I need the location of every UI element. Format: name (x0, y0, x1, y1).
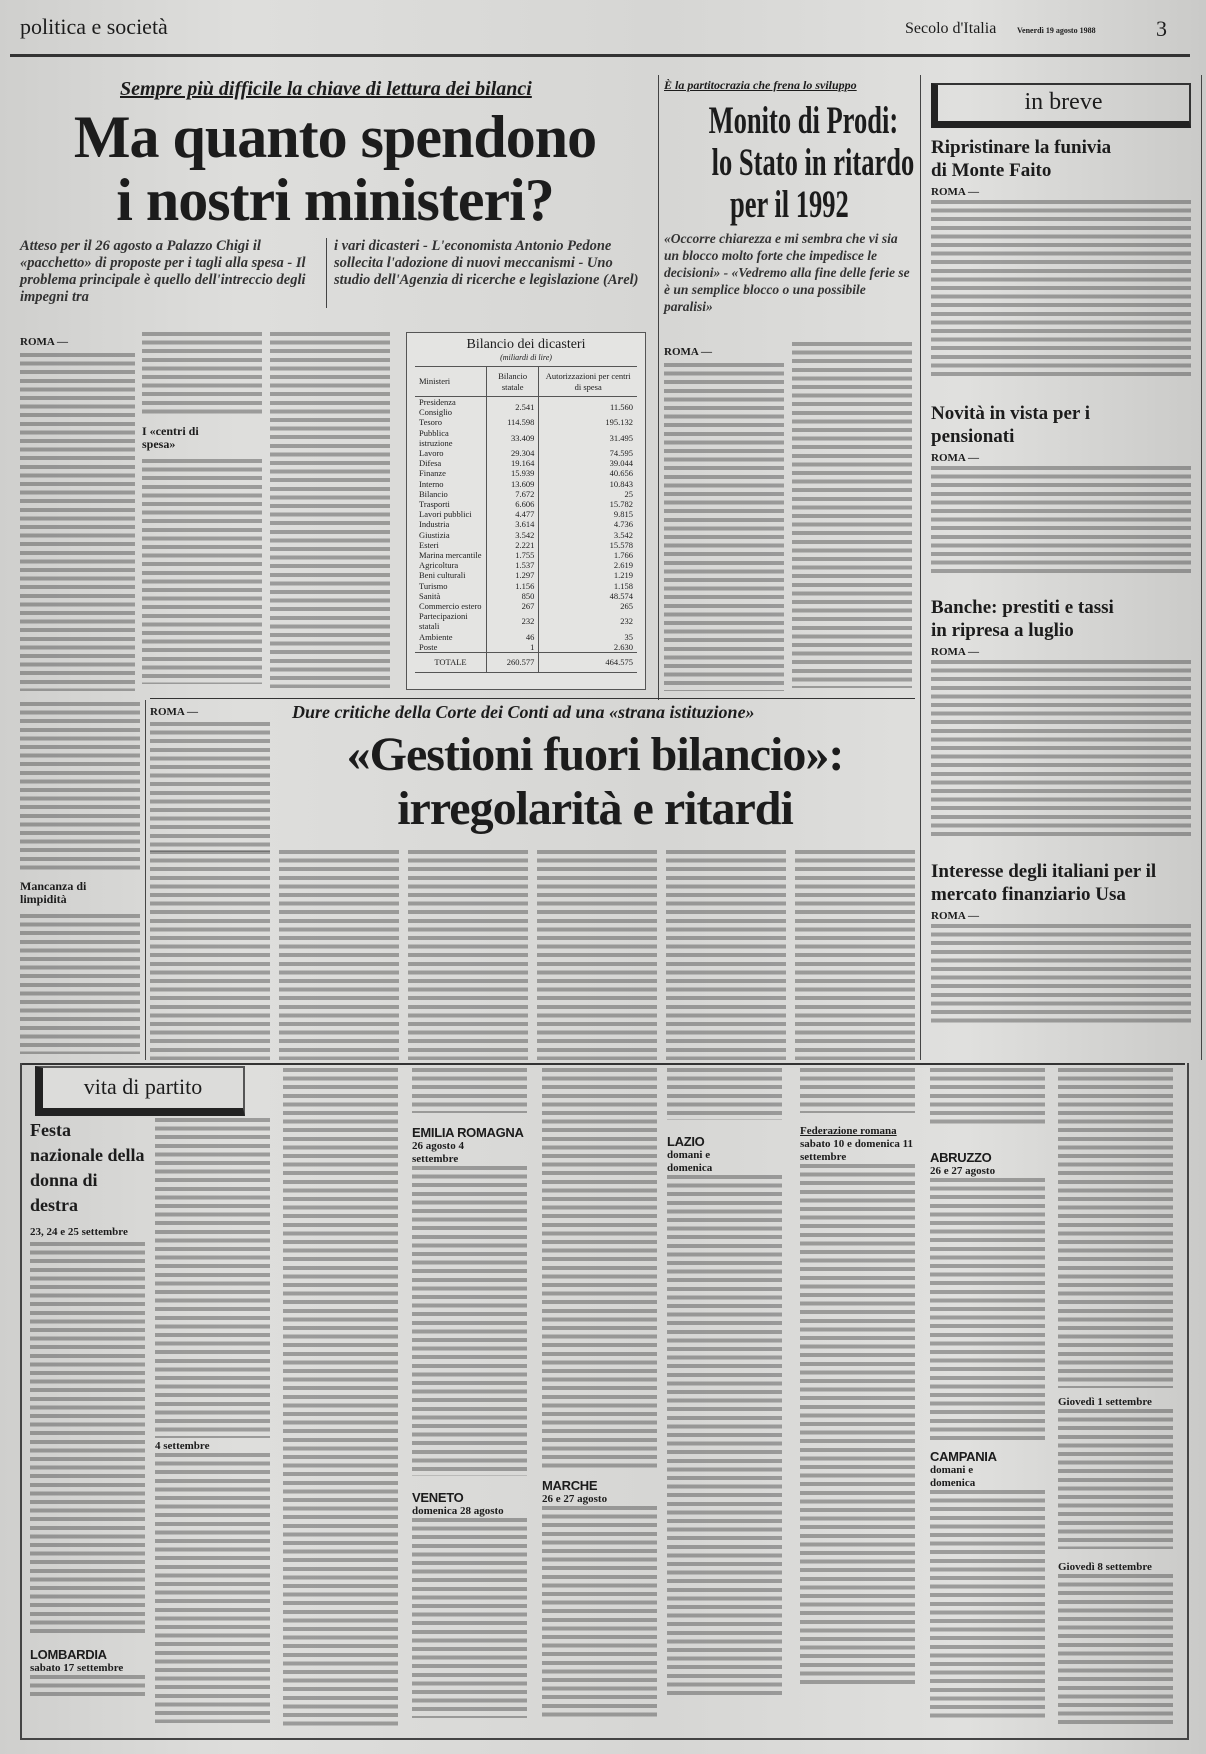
ministry-name: Agricoltura (419, 560, 459, 571)
table-row (415, 591, 637, 601)
ministry-value: 1.158 (539, 581, 637, 591)
body-text (412, 1166, 527, 1476)
in-breve-column (920, 75, 1202, 1060)
date-heading: Giovedì 8 settembre (1058, 1561, 1152, 1573)
ministry-value: 232 (486, 611, 538, 631)
table-row (415, 479, 637, 489)
section-title: politica e società (20, 14, 168, 39)
ministry-value: 1 (486, 642, 538, 653)
body-text (1058, 1068, 1173, 1388)
main-headline-line-2: i nostri ministeri? (116, 167, 554, 233)
body-text (30, 1242, 145, 1637)
body-text (142, 459, 262, 684)
region-veneto: VENETO (412, 1490, 464, 1505)
region-marche: MARCHE (542, 1478, 598, 1493)
table-row (415, 632, 637, 642)
table-row (415, 530, 637, 540)
ministry-value: 114.598 (486, 417, 538, 427)
ministry-value: 232 (539, 611, 637, 631)
brief-text (931, 466, 1191, 576)
ministry-name: Interno (419, 478, 444, 489)
ministry-name: Industria (419, 519, 450, 530)
body-text (664, 363, 784, 691)
bottom-col-2 (155, 1118, 270, 1723)
page-number: 3 (1156, 16, 1167, 41)
prodi-headline-line: lo Stato in ritardo (711, 141, 915, 184)
region-date: domani e domenica (930, 1464, 976, 1489)
ministry-value: 2.619 (539, 560, 637, 570)
prodi-kicker: È la partitocrazia che frena lo sviluppo (664, 78, 857, 92)
budget-table-box (406, 332, 646, 690)
ministry-name: Tesoro (419, 417, 443, 428)
corte-body (150, 850, 915, 1060)
ministry-value: 25 (539, 489, 637, 499)
brief-dateline: ROMA — (931, 646, 979, 658)
table-unit: (miliardi di lire) (500, 353, 552, 362)
corte-body-left (20, 702, 140, 1057)
bottom-col-4 (412, 1068, 527, 1718)
table-total-value: 464.575 (539, 653, 637, 673)
ministry-value: 39.044 (539, 458, 637, 468)
ministry-value: 10.843 (539, 479, 637, 489)
issue-date: Venerdì 19 agosto 1988 (1017, 26, 1096, 35)
body-text (155, 1118, 270, 1438)
ministry-value: 19.164 (486, 458, 538, 468)
main-dateline: ROMA — (20, 336, 68, 348)
ministry-value: 265 (539, 601, 637, 611)
ministry-value: 1.766 (539, 550, 637, 560)
ministry-value: 46 (486, 632, 538, 642)
paper-name: Secolo d'Italia (905, 20, 997, 37)
ministry-value: 2.221 (486, 540, 538, 550)
vita-di-partito-box: vita di partito (35, 1066, 245, 1116)
body-text (542, 1068, 657, 1468)
body-text (800, 1164, 915, 1684)
table-row (415, 570, 637, 580)
ministry-value: 195.132 (539, 417, 637, 427)
corte-intro (150, 702, 270, 847)
ministry-value: 13.609 (486, 479, 538, 489)
prodi-headline (664, 100, 914, 226)
table-row (415, 550, 637, 560)
ministry-value: 2.541 (486, 397, 538, 418)
ministry-value: 850 (486, 591, 538, 601)
ministry-value: 9.815 (539, 509, 637, 519)
corte-kicker: Dure critiche della Corte dei Conti ad una «strana istituzione» (292, 702, 755, 722)
corte-subhead: Mancanza di limpidità (20, 879, 87, 906)
region-date: 26 e 27 agosto (542, 1493, 608, 1505)
body-text (1058, 1409, 1173, 1549)
deck-divider (326, 238, 327, 308)
ministry-name: Turismo (419, 580, 448, 591)
body-text (279, 850, 399, 1060)
prodi-headline-line: Monito di Prodi: (708, 99, 899, 142)
main-deck-left: Atteso per il 26 agosto a Palazzo Chigi il «pacchetto» di proposte per i tagli alla spesa - Il problema principale è quello dell'intreccio degli impegni tra (20, 238, 306, 305)
body-text (667, 1175, 782, 1695)
ministry-name: Lavori pubblici (419, 509, 472, 520)
ministry-name: Sanità (419, 590, 441, 601)
ministry-value: 2.630 (539, 642, 637, 653)
budget-table (415, 366, 637, 673)
body-text (667, 1068, 782, 1120)
region-date: 4 settembre (155, 1440, 210, 1452)
ministry-value: 3.542 (486, 530, 538, 540)
table-row (415, 642, 637, 653)
body-text (20, 353, 135, 691)
body-text (408, 850, 528, 1060)
ministry-name: Commercio estero (419, 601, 482, 612)
brief-text (931, 660, 1191, 840)
bottom-col-8 (930, 1068, 1045, 1720)
brief-headline: Novità in vista per i pensionati (931, 403, 1091, 447)
body-text (20, 914, 140, 1054)
ministry-value: 1.156 (486, 581, 538, 591)
main-body-col-1 (20, 332, 135, 688)
table-row (415, 499, 637, 509)
in-breve-box: in breve (931, 83, 1191, 128)
body-text (795, 850, 915, 1060)
ministry-value: 1.755 (486, 550, 538, 560)
region-date: 26 agosto 4 settembre (412, 1140, 464, 1165)
body-text (412, 1518, 527, 1718)
region-date: 26 e 27 agosto (930, 1165, 996, 1177)
section-rule (150, 698, 915, 699)
ministry-value: 40.656 (539, 468, 637, 478)
ministry-name: Partecipazioni statali (419, 611, 468, 632)
ministry-name: Poste (419, 641, 438, 652)
prodi-body-col-1 (664, 342, 784, 688)
ministry-value: 35 (539, 632, 637, 642)
table-row (415, 509, 637, 519)
ministry-value: 15.939 (486, 468, 538, 478)
region-date: sabato 17 settembre (30, 1662, 124, 1674)
ministry-value: 15.782 (539, 499, 637, 509)
ministry-value: 33.409 (486, 428, 538, 448)
ministry-name: Lavoro (419, 448, 444, 459)
brief-dateline: ROMA — (931, 910, 979, 922)
ministry-value: 6.606 (486, 499, 538, 509)
bottom-col-7 (800, 1068, 915, 1684)
corte-headline (270, 728, 920, 836)
body-text (537, 850, 657, 1060)
table-row (415, 581, 637, 591)
brief-dateline: ROMA — (931, 186, 979, 198)
main-body-col-3 (270, 332, 390, 688)
ministry-name: Finanze (419, 468, 446, 479)
region-campania: CAMPANIA (930, 1449, 997, 1464)
body-text (412, 1068, 527, 1113)
ministry-name: Difesa (419, 458, 442, 469)
table-row (415, 540, 637, 550)
bottom-col-6 (667, 1068, 782, 1695)
table-row (415, 458, 637, 468)
body-text (1058, 1574, 1173, 1724)
brief-headline: Banche: prestiti e tassi in ripresa a luglio (931, 597, 1114, 641)
body-text (142, 332, 262, 417)
region-date: sabato 10 e domenica 11 settembre (800, 1138, 914, 1163)
ministry-name: Pubblica istruzione (419, 427, 453, 448)
main-subhead: I «centri di spesa» (142, 424, 199, 451)
column-divider (658, 75, 659, 700)
region-date: domani e domenica (667, 1149, 713, 1174)
table-row (415, 489, 637, 499)
festa-dates: 23, 24 e 25 settembre (30, 1226, 128, 1238)
table-row (415, 519, 637, 529)
body-text (150, 722, 270, 852)
corte-headline-line: irregolarità e ritardi (397, 782, 793, 835)
festa-headline: Festa nazionale della donna di destra (30, 1120, 145, 1215)
ministry-value: 74.595 (539, 448, 637, 458)
region-lazio: LAZIO (667, 1134, 705, 1149)
ministry-name: Beni culturali (419, 570, 466, 581)
body-text (800, 1068, 915, 1113)
body-text (542, 1506, 657, 1721)
prodi-headline-line: per il 1992 (729, 183, 849, 226)
ministry-name: Trasporti (419, 499, 450, 510)
ministry-name: Marina mercantile (419, 550, 482, 561)
prodi-dateline: ROMA — (664, 346, 712, 358)
federazione-romana: Federazione romana (800, 1125, 897, 1137)
body-text (150, 850, 270, 1060)
prodi-body-col-2 (792, 342, 912, 688)
ministry-name: Giustizia (419, 529, 450, 540)
ministry-name: Bilancio (419, 488, 448, 499)
main-deck-right: i vari dicasteri - L'economista Antonio Pedone sollecita l'adozione di nuovi meccanismi - Uno studio dell'Agenzia di ricerche e legislazione (Arel) (334, 238, 639, 288)
ministry-value: 1.537 (486, 560, 538, 570)
bottom-col-1 (30, 1118, 145, 1697)
masthead-rule (10, 54, 1190, 57)
ministry-value: 1.297 (486, 570, 538, 580)
body-text (930, 1490, 1045, 1720)
table-row (415, 417, 637, 427)
ministry-value: 31.495 (539, 428, 637, 448)
ministry-value: 15.578 (539, 540, 637, 550)
table-row (415, 448, 637, 458)
corte-headline-line: «Gestioni fuori bilancio»: (346, 728, 844, 781)
body-text (666, 850, 786, 1060)
date-heading: Giovedì 1 settembre (1058, 1396, 1152, 1408)
ministry-value: 4.736 (539, 519, 637, 529)
brief-dateline: ROMA — (931, 452, 979, 464)
ministry-value: 1.219 (539, 570, 637, 580)
table-header: Autorizzazioni per centri di spesa (539, 367, 637, 397)
table-total-value: 260.577 (486, 653, 538, 673)
table-title: Bilancio dei dicasteri (466, 337, 586, 352)
ministry-name: Ambiente (419, 631, 453, 642)
region-lombardia: LOMBARDIA (30, 1647, 107, 1662)
corte-dateline: ROMA — (150, 706, 198, 718)
ministry-value: 29.304 (486, 448, 538, 458)
body-text (930, 1178, 1045, 1443)
body-text (20, 702, 140, 872)
ministry-value: 4.477 (486, 509, 538, 519)
ministry-name: Esteri (419, 539, 439, 550)
table-row (415, 397, 637, 418)
ministry-value: 11.560 (539, 397, 637, 418)
region-emilia-romagna: EMILIA ROMAGNA (412, 1125, 524, 1140)
bottom-col-5 (542, 1068, 657, 1721)
ministry-value: 3.614 (486, 519, 538, 529)
table-row (415, 468, 637, 478)
prodi-deck: «Occorre chiarezza e mi sembra che vi sia un blocco molto forte che impedisce le decisioni» - «Vedremo alla fine delle ferie se è un semplice blocco o una possibile paralisi» (664, 231, 910, 314)
bottom-col-3 (283, 1068, 398, 1728)
table-row (415, 428, 637, 448)
table-row (415, 601, 637, 611)
ministry-value: 7.672 (486, 489, 538, 499)
bottom-col-9 (1058, 1068, 1173, 1724)
table-row (415, 611, 637, 631)
body-text (155, 1453, 270, 1723)
brief-text (931, 924, 1191, 1024)
region-abruzzo: ABRUZZO (930, 1150, 992, 1165)
body-text (30, 1675, 145, 1697)
ministry-name: Presidenza Consiglio (419, 397, 456, 418)
ministry-value: 267 (486, 601, 538, 611)
ministry-value: 3.542 (539, 530, 637, 540)
ministry-value: 48.574 (539, 591, 637, 601)
main-headline-line-1: Ma quanto spendono (73, 104, 597, 170)
main-headline (20, 106, 650, 232)
brief-headline: Interesse degli italiani per il mercato finanziario Usa (931, 861, 1157, 905)
brief-text (931, 200, 1191, 380)
masthead (0, 0, 1206, 60)
main-kicker: Sempre più difficile la chiave di lettura dei bilanci (120, 78, 532, 100)
table-header: Ministeri (419, 376, 451, 387)
main-body-col-2 (142, 332, 262, 688)
table-total-label: TOTALE (434, 657, 467, 668)
region-date: domenica 28 agosto (412, 1505, 504, 1517)
table-header: Bilancio statale (486, 367, 538, 397)
table-row (415, 560, 637, 570)
body-text (930, 1068, 1045, 1128)
brief-headline: Ripristinare la funivia di Monte Faito (931, 137, 1112, 181)
column-divider (145, 700, 146, 1060)
